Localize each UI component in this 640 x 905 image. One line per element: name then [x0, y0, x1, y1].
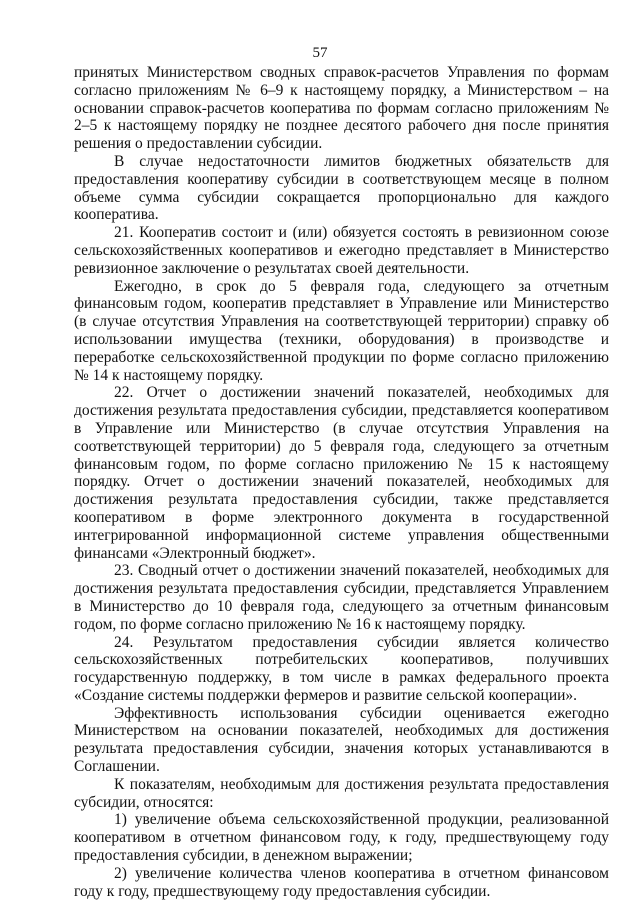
paragraph: В случае недостаточности лимитов бюджетных обязательств для предоставления кооперативу субсидии в соответствующем месяце в полном объеме сумма субсидии сокращается пропорционально для каждого кооператива.: [74, 152, 609, 224]
list-item: 1) увеличение объема сельскохозяйственной продукции, реализованной кооперативом в отчетном финансовом году, к году, предшествующему году предоставления субсидии, в денежном выражении;: [74, 811, 609, 865]
paragraph: 22. Отчет о достижении значений показателей, необходимых для достижения результата предоставления субсидии, представляется кооперативом в Управление или Министерство (в случае отсутствия Управления на соответствующей территории) до 5 февраля года, следующего за отчетным финансовым годом, по форме согласно приложению № 15 к настоящему порядку. Отчет о достижении значений показателей, необходимых для достижения результата предоставления субсидии, также представляется кооперативом в форме электронного документа в государственной интегрированной информационной системе управления общественными финансами «Электронный бюджет».: [74, 384, 609, 562]
paragraph: 21. Кооператив состоит и (или) обязуется состоять в ревизионном союзе сельскохозяйственных кооперативов и ежегодно представляет в Министерство ревизионное заключение о результатах своей деятельности.: [74, 224, 609, 277]
paragraph: К показателям, необходимым для достижения результата предоставления субсидии, относятся:: [74, 775, 609, 811]
paragraph: 24. Результатом предоставления субсидии является количество сельскохозяйственных потребительских кооперативов, получивших государственную поддержку, в том числе в рамках федерального проекта «Создание системы поддержки фермеров и развитие сельской кооперации».: [74, 633, 609, 704]
document-body: [74, 64, 609, 900]
paragraph: 23. Сводный отчет о достижении значений показателей, необходимых для достижения результата предоставления субсидии, представляется Управлением в Министерство до 10 февраля года, следующего за отчетным финансовым годом, по форме согласно приложению № 16 к настоящему порядку.: [74, 562, 609, 633]
page-number: 57: [312, 45, 328, 61]
list-item: 2) увеличение количества членов кооператива в отчетном финансовом году к году, предшествующему году предоставления субсидии.: [74, 864, 609, 900]
paragraph: принятых Министерством сводных справок-расчетов Управления по формам согласно приложениям № 6–9 к настоящему порядку, а Министерством – на основании справок-расчетов кооператива по формам согласно приложениям № 2–5 к настоящему порядку не позднее десятого рабочего дня после принятия решения о предоставлении субсидии.: [74, 64, 609, 153]
paragraph: Эффективность использования субсидии оценивается ежегодно Министерством на основании показателей, необходимых для достижения результата предоставления субсидии, значения которых устанавливаются в Соглашении.: [74, 704, 609, 776]
paragraph: Ежегодно, в срок до 5 февраля года, следующего за отчетным финансовым годом, кооператив представляет в Управление или Министерство (в случае отсутствия Управления на соответствующей территории) справку об использовании имущества (техники, оборудования) в производстве и переработке сельскохозяйственной продукции по форме согласно приложению № 14 к настоящему порядку.: [74, 277, 609, 384]
